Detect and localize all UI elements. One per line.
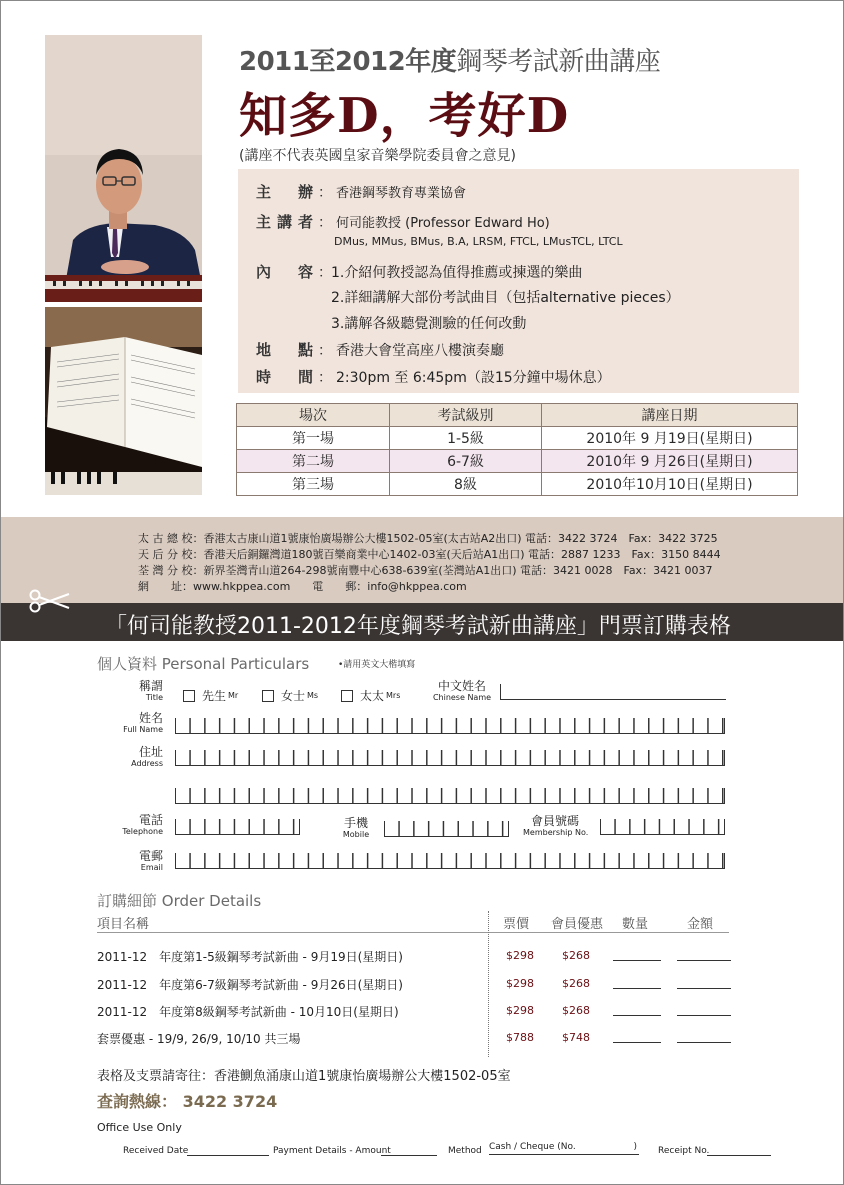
chinese-name-label: [431, 680, 493, 702]
website-email: 網 址：www.hkppea.com 電 郵：info@hkppea.com: [138, 580, 467, 593]
email-label: [107, 850, 163, 872]
session-cell: 第二場: [237, 450, 390, 473]
content-label: 內 容: [256, 263, 320, 281]
speaker-label: 主講者: [256, 213, 320, 231]
lecture-info-box: [238, 169, 799, 393]
season-title: [239, 41, 660, 78]
schedule-header-date: 講座日期: [542, 404, 798, 427]
content-item-1: 1.介紹何教授認為值得推薦或揀選的樂曲: [331, 265, 583, 281]
order-header-rule: [97, 932, 729, 933]
full-name-label-en: Full Name: [123, 725, 163, 734]
receipt-no-label: Receipt No.: [658, 1146, 710, 1156]
grade-cell: 1-5級: [390, 427, 542, 450]
grade-cell: 6-7級: [390, 450, 542, 473]
full-name-label: [107, 712, 163, 734]
professor-photo: [45, 35, 202, 302]
checkbox-ms[interactable]: [262, 690, 274, 702]
schedule-header-row: [237, 404, 798, 427]
telephone-label-en: Telephone: [122, 827, 163, 836]
venue-value: 香港大會堂高座八樓演奏廳: [336, 343, 504, 359]
membership-label-en: Membership No.: [523, 828, 589, 837]
chinese-name-field[interactable]: [500, 684, 726, 700]
personal-heading: 個人資料 Personal Particulars: [97, 655, 310, 673]
mail-to-address: 表格及支票請寄往：香港鰂魚涌康山道1號康怡廣場辦公大樓1502-05室: [97, 1069, 511, 1084]
speaker-qualifications: DMus, MMus, BMus, B.A, LRSM, FTCL, LMusTCL, LTCL: [334, 235, 623, 248]
title-option-mr[interactable]: [183, 687, 238, 704]
colon: ：: [318, 343, 332, 359]
received-date-field[interactable]: [187, 1145, 269, 1156]
membership-label: [523, 815, 587, 837]
title-option-mrs[interactable]: [341, 687, 400, 704]
order-form-band: [1, 603, 844, 641]
slogan: 知多D，考好D: [239, 88, 570, 144]
table-row: [237, 473, 798, 496]
title-option-mrs-zh: 太太: [360, 689, 385, 703]
membership-label-zh: 會員號碼: [530, 814, 579, 828]
col-item-name: 項目名稱: [97, 917, 150, 932]
mobile-label-zh: 手機: [343, 816, 368, 830]
order-heading: 訂購細節 Order Details: [97, 892, 262, 910]
order-item-4-quantity[interactable]: [613, 1031, 661, 1043]
sheet-music-photo: [45, 307, 202, 495]
organizer-label: 主 辦: [256, 183, 320, 201]
time-value: 2:30pm 至 6:45pm（設15分鐘中場休息）: [336, 370, 611, 386]
col-amount: 金額: [687, 917, 714, 932]
chinese-name-label-zh: 中文姓名: [437, 679, 486, 693]
order-item-1-amount[interactable]: [677, 949, 731, 961]
session-cell: 第三場: [237, 473, 390, 496]
order-item-3-amount[interactable]: [677, 1004, 731, 1016]
scissors-icon: [29, 588, 71, 614]
title-option-mrs-en: Mrs: [386, 691, 401, 700]
address-label-zh: 住址: [138, 745, 163, 759]
col-price: 票價: [503, 917, 530, 932]
order-item-3-price: $298: [506, 1004, 534, 1017]
order-form-title: 「何司能教授2011-2012年度鋼琴考試新曲講座」門票訂購表格: [105, 614, 731, 639]
mobile-label: [337, 817, 375, 839]
address-label: [107, 746, 163, 768]
order-item-2-member-price: $268: [562, 977, 590, 990]
method-field-text: Cash / Cheque (No.: [489, 1142, 576, 1152]
order-item-4-price: $788: [506, 1031, 534, 1044]
title-label-zh: 稱謂: [138, 679, 163, 693]
col-quantity: 數量: [622, 917, 649, 932]
table-row: [237, 450, 798, 473]
colon: ：: [318, 215, 332, 231]
mobile-label-en: Mobile: [342, 830, 370, 839]
title-option-ms-zh: 女士: [281, 689, 306, 703]
disclaimer: (講座不代表英國皇家音樂學院委員會之意見): [239, 148, 516, 164]
address-field-line-1[interactable]: [175, 750, 725, 766]
order-item-4: 套票優惠 - 19/9, 26/9, 10/10 共三場: [97, 1032, 301, 1046]
date-cell: 2010年10月10日(星期日): [542, 473, 798, 496]
date-cell: 2010年 9 月26日(星期日): [542, 450, 798, 473]
title-option-mr-zh: 先生: [202, 689, 227, 703]
method-field[interactable]: [489, 1142, 639, 1155]
branch-addresses: [1, 517, 844, 603]
method-field-close: ): [633, 1142, 637, 1152]
membership-field[interactable]: [600, 819, 725, 835]
email-label-zh: 電郵: [138, 849, 163, 863]
full-name-label-zh: 姓名: [138, 711, 163, 725]
checkbox-mrs[interactable]: [341, 690, 353, 702]
speaker-value: 何司能教授 (Professor Edward Ho): [336, 216, 550, 231]
telephone-label: [107, 814, 163, 836]
order-item-4-member-price: $748: [562, 1031, 590, 1044]
colon: ：: [318, 265, 332, 281]
title-option-mr-en: Mr: [228, 691, 239, 700]
order-item-1-member-price: $268: [562, 949, 590, 962]
order-item-2: 2011-12 年度第6-7級鋼琴考試新曲 - 9月26日(星期日): [97, 978, 403, 992]
order-item-3-quantity[interactable]: [613, 1004, 661, 1016]
date-cell: 2010年 9 月19日(星期日): [542, 427, 798, 450]
time-row: [256, 366, 611, 387]
season-title-light: 鋼琴考試新曲講座: [456, 47, 661, 77]
office-use-only: Office Use Only: [97, 1121, 182, 1134]
content-item-3: 3.講解各級聽覺測驗的任何改動: [331, 316, 527, 332]
venue-label: 地 點: [256, 341, 320, 359]
chinese-name-label-en: Chinese Name: [432, 693, 492, 702]
organizer-value: 香港鋼琴教育專業協會: [336, 186, 467, 201]
speaker-row: [256, 211, 550, 232]
order-item-1-quantity[interactable]: [613, 949, 661, 961]
schedule-table: [236, 403, 798, 496]
content-item-2: 2.詳細講解大部份考試曲目（包括alternative pieces）: [331, 290, 680, 306]
order-item-1-price: $298: [506, 949, 534, 962]
order-column-divider: [488, 911, 489, 1057]
schedule-header-session: 場次: [237, 404, 390, 427]
session-cell: 第一場: [237, 427, 390, 450]
col-member-price: 會員優惠: [551, 917, 604, 932]
branch-taikoo: 太 古 總 校：香港太古康山道1號康怡廣場辦公大樓1502-05室(太古站A2出口) 電話：3422 3724 Fax：3422 3725: [138, 532, 718, 545]
order-item-2-amount[interactable]: [677, 977, 731, 989]
full-name-field[interactable]: [175, 718, 725, 734]
telephone-label-zh: 電話: [138, 813, 163, 827]
content-row: [256, 261, 336, 282]
payment-amount-field[interactable]: [381, 1145, 437, 1156]
enquiry-hotline: 查詢熱線： 3422 3724: [97, 1092, 278, 1111]
title-label-en: Title: [145, 693, 163, 702]
order-item-2-price: $298: [506, 977, 534, 990]
receipt-no-field[interactable]: [707, 1145, 771, 1156]
branch-tinhau: 天 后 分 校：香港天后銅鑼灣道180號百樂商業中心1402-03室(天后站A1出口) 電話：2887 1233 Fax：3150 8444: [138, 548, 721, 561]
order-item-1: 2011-12 年度第1-5級鋼琴考試新曲 - 9月19日(星期日): [97, 950, 403, 964]
email-field[interactable]: [175, 853, 725, 869]
venue-row: [256, 339, 504, 360]
title-option-ms-en: Ms: [307, 691, 319, 700]
telephone-field[interactable]: [175, 819, 300, 835]
method-label: Method: [448, 1146, 482, 1156]
uppercase-note: •請用英文大楷填寫: [338, 660, 416, 670]
received-date-label: Received Date: [123, 1146, 189, 1156]
season-title-bold: 2011至2012年度: [239, 47, 457, 77]
mobile-field[interactable]: [384, 821, 509, 837]
colon: ：: [318, 370, 332, 386]
order-item-3: 2011-12 年度第8級鋼琴考試新曲 - 10月10日(星期日): [97, 1005, 399, 1019]
title-label: [127, 680, 163, 702]
organizer-row: [256, 181, 466, 202]
colon: ：: [318, 185, 332, 201]
time-label: 時 間: [256, 368, 320, 386]
title-option-ms[interactable]: [262, 687, 318, 704]
schedule-header-grade: 考試級別: [390, 404, 542, 427]
order-item-3-member-price: $268: [562, 1004, 590, 1017]
checkbox-mr[interactable]: [183, 690, 195, 702]
branch-tsuenwan: 荃 灣 分 校：新界荃灣青山道264-298號南豐中心638-639室(荃灣站A1出口) 電話：3421 0028 Fax：3421 0037: [138, 564, 713, 577]
payment-amount-label: Payment Details - Amount: [273, 1146, 391, 1156]
address-field-line-2[interactable]: [175, 788, 725, 804]
grade-cell: 8級: [390, 473, 542, 496]
table-row: [237, 427, 798, 450]
order-item-2-quantity[interactable]: [613, 977, 661, 989]
email-label-en: Email: [140, 863, 163, 872]
address-label-en: Address: [131, 759, 163, 768]
order-item-4-amount[interactable]: [677, 1031, 731, 1043]
